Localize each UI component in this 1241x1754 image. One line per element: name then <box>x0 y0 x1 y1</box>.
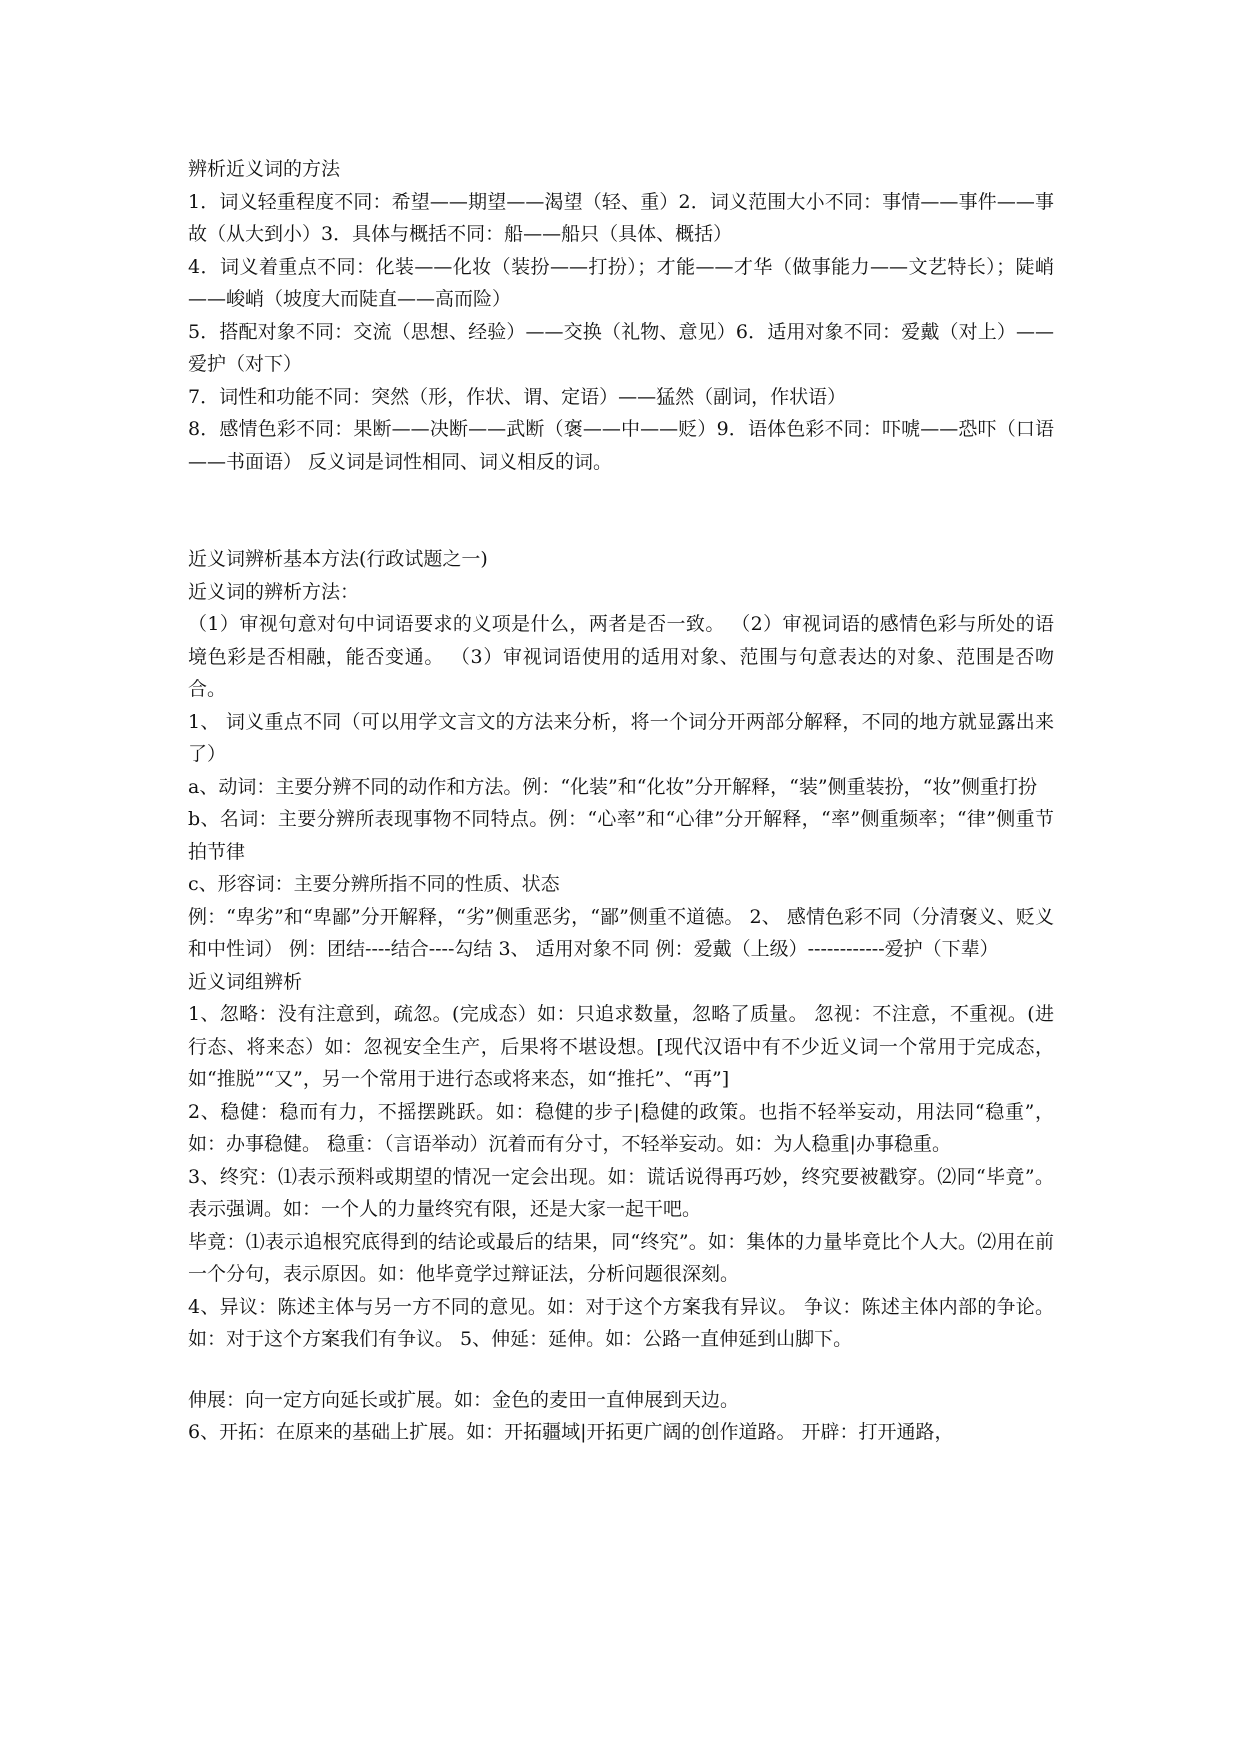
section1-paragraph-4: 7．词性和功能不同：突然（形，作状、谓、定语）——猛然（副词，作状语） <box>188 385 847 408</box>
section2-paragraph-4: a、动词：主要分辨不同的动作和方法。例：“化装”和“化妆”分开解释，“装”侧重装扮，“妆”侧重打扮 <box>188 775 1038 798</box>
section2-paragraph-11: 3、终究：⑴表示预料或期望的情况一定会出现。如：谎话说得再巧妙，终究要被戳穿。⑵同“毕竟”。表示强调。如：一个人的力量终究有限，还是大家一起干吧。 <box>188 1165 1054 1220</box>
section2-subtitle: 近义词组辨析 <box>188 970 303 993</box>
section2-paragraph-9: 1、忽略：没有注意到，疏忽。(完成态）如：只追求数量，忽略了质量。 忽视：不注意，不重视。(进行态、将来态）如：忽视安全生产，后果将不堪设想。[现代汉语中有不少近义词一个常用于完成态，如“推脱”“又”，另一个常用于进行态或将来态，如“推托”、“再”] <box>188 1003 1054 1090</box>
paragraph-spacer <box>188 1356 1054 1384</box>
section2-title: 近义词辨析基本方法(行政试题之一) <box>188 548 488 570</box>
section2-paragraph-1: 近义词的辨析方法： <box>188 580 360 603</box>
section2-paragraph-7: 例：“卑劣”和“卑鄙”分开解释，“劣”侧重恶劣，“鄙”侧重不道德。 2、 感情色彩不同（分清褒义、贬义和中性词） 例：团结----结合----勾结 3、 适用对象不同 例：爱戴（上级）------------爱护（下辈） <box>188 905 1054 960</box>
section1-title: 辨析近义词的方法 <box>188 158 341 180</box>
section3-paragraph-2: 6、开拓：在原来的基础上扩展。如：开拓疆域|开拓更广阔的创作道路。 开辟：打开通路， <box>188 1421 954 1443</box>
section2-paragraph-6: c、形容词：主要分辨所指不同的性质、状态 <box>188 873 560 895</box>
section2-paragraph-3: 1、 词义重点不同（可以用学文言文的方法来分析，将一个词分开两部分解释，不同的地方就显露出来了） <box>188 710 1054 765</box>
section2-paragraph-2: （1）审视句意对句中词语要求的义项是什么，两者是否一致。 （2）审视词语的感情色彩与所处的语境色彩是否相融，能否变通。 （3）审视词语使用的适用对象、范围与句意表达的对象、范围是否吻合。 <box>188 613 1054 700</box>
section-spacer <box>188 478 1054 543</box>
section1-paragraph-1: 1．词义轻重程度不同：希望——期望——渴望（轻、重）2．词义范围大小不同：事情——事件——事故（从大到小）3．具体与概括不同：船——船只（具体、概括） <box>188 190 1054 245</box>
section3-paragraph-1: 伸展：向一定方向延长或扩展。如：金色的麦田一直伸展到天边。 <box>188 1388 740 1411</box>
section2-paragraph-13: 4、异议：陈述主体与另一方不同的意见。如：对于这个方案我有异议。 争议：陈述主体内部的争论。如：对于这个方案我们有争议。 5、伸延：延伸。如：公路一直伸延到山脚下。 <box>188 1295 1054 1350</box>
section1-paragraph-2: 4．词义着重点不同：化装——化妆（装扮——打扮）；才能——才华（做事能力——文艺特长）；陡峭——峻峭（坡度大而陡直——高而险） <box>188 255 1054 310</box>
section1-paragraph-3: 5．搭配对象不同：交流（思想、经验）——交换（礼物、意见）6．适用对象不同：爱戴（对上）——爱护（对下） <box>188 320 1054 375</box>
section2-paragraph-12: 毕竟：⑴表示追根究底得到的结论或最后的结果，同“终究”。如：集体的力量毕竟比个人大。⑵用在前一个分句，表示原因。如：他毕竟学过辩证法，分析问题很深刻。 <box>188 1230 1054 1285</box>
section2-paragraph-10: 2、稳健：稳而有力，不摇摆跳跃。如：稳健的步子|稳健的政策。也指不轻举妄动，用法同“稳重”，如：办事稳健。 稳重：（言语举动）沉着而有分寸，不轻举妄动。如：为人稳重|办事稳重。 <box>188 1100 1054 1155</box>
section2-paragraph-5: b、名词：主要分辨所表现事物不同特点。例：“心率”和“心律”分开解释，“率”侧重频率；“律”侧重节拍节律 <box>188 808 1054 863</box>
section1-paragraph-5: 8．感情色彩不同：果断——决断——武断（褒——中——贬）9．语体色彩不同：吓唬——恐吓（口语——书面语） 反义词是词性相同、词义相反的词。 <box>188 418 1054 473</box>
document-page <box>188 153 1054 1449</box>
